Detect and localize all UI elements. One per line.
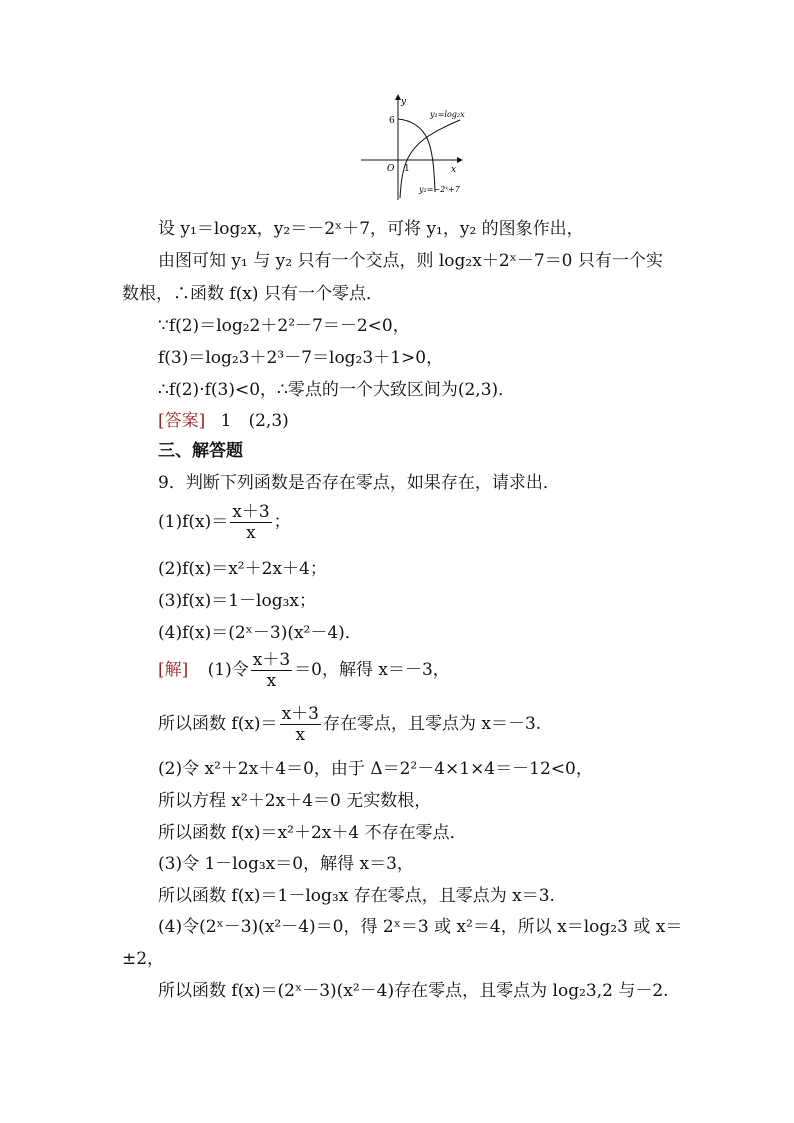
tick-6-label: 6 [389, 116, 395, 126]
solution-line-2: 所以函数 f(x)＝ $\frac{x+3}{x}$ 存在零点，且零点为 x＝－3. [158, 704, 542, 745]
text-line-4: ∵f(2)＝log₂2＋2²－7＝－2<0， [158, 316, 410, 336]
solution-line-10: 所以函数 f(x)＝(2ˣ－3)(x²－4)存在零点，且零点为 log₂3,2 与－2. [158, 981, 669, 1001]
fraction: $\frac{x+3}{x}$ [281, 704, 319, 745]
solution-line-6: (3)令 1－log₃x＝0，解得 x＝3， [158, 854, 414, 874]
fraction: $\frac{x+3}{x}$ [252, 650, 291, 691]
question-9-part-3: (3)f(x)＝1－log₃x； [158, 591, 316, 611]
tick-1-label: 1 [404, 164, 410, 174]
y2-exp-curve [398, 119, 435, 192]
y-axis-label: y [401, 97, 407, 107]
question-9-part-4: (4)f(x)＝(2ˣ－3)(x²－4)． [158, 623, 362, 643]
solution-line-7: 所以函数 f(x)＝1－log₃x 存在零点，且零点为 x＝3. [158, 886, 555, 906]
answer-line [158, 410, 289, 432]
solution-line-9: ±2， [122, 949, 165, 969]
text-line-6: ∴f(2)·f(3)<0，∴零点的一个大致区间为(2,3)． [158, 380, 516, 400]
section-heading: 三、解答题 [158, 441, 243, 461]
answer-tag: [答案] [158, 411, 206, 431]
answer-text: 1 (2,3) [220, 411, 289, 431]
solution-line-3: (2)令 x²＋2x＋4＝0，由于 Δ＝2²－4×1×4＝－12<0， [158, 759, 593, 779]
fraction: $\frac{x+3}{x}$ [232, 502, 270, 543]
question-9-part-2: (2)f(x)＝x²＋2x＋4； [158, 559, 327, 579]
solution-line-4: 所以方程 x²＋2x＋4＝0 无实数根， [158, 791, 432, 811]
x-axis-arrow [457, 157, 463, 163]
y2-curve-label: y₂=−2ˣ+7 [419, 185, 460, 194]
x-axis-label: x [451, 165, 457, 175]
solution-line-8: (4)令(2ˣ－3)(x²－4)＝0，得 2ˣ＝3 或 x²＝4，所以 x＝log₂3 或 x＝ [158, 917, 683, 937]
y1-curve-label: y₁=log₂x [430, 110, 465, 119]
question-9: 9．判断下列函数是否存在零点，如果存在，请求出． [158, 473, 560, 493]
text-line-2: 由图可知 y₁ 与 y₂ 只有一个交点，则 log₂x＋2ˣ－7＝0 只有一个实 [158, 251, 663, 271]
solution-line-1: [解] (1)令 $\frac{x+3}{x}$ ＝0，解得 x＝－3， [158, 650, 450, 691]
text-line-3: 数根，∴函数 f(x) 只有一个零点． [122, 284, 383, 304]
text-line-1: 设 y₁＝log₂x，y₂＝－2ˣ＋7，可将 y₁，y₂ 的图象作出， [158, 219, 584, 239]
question-9-part-1: (1)f(x)＝ $\frac{x+3}{x}$ ； [158, 502, 291, 543]
solution-line-5: 所以函数 f(x)＝x²＋2x＋4 不存在零点． [158, 823, 467, 843]
text-line-5: f(3)＝log₂3＋2³－7＝log₂3＋1>0， [158, 348, 444, 368]
origin-label: O [387, 164, 395, 174]
solution-tag: [解] [158, 660, 189, 680]
function-graph [355, 92, 475, 204]
